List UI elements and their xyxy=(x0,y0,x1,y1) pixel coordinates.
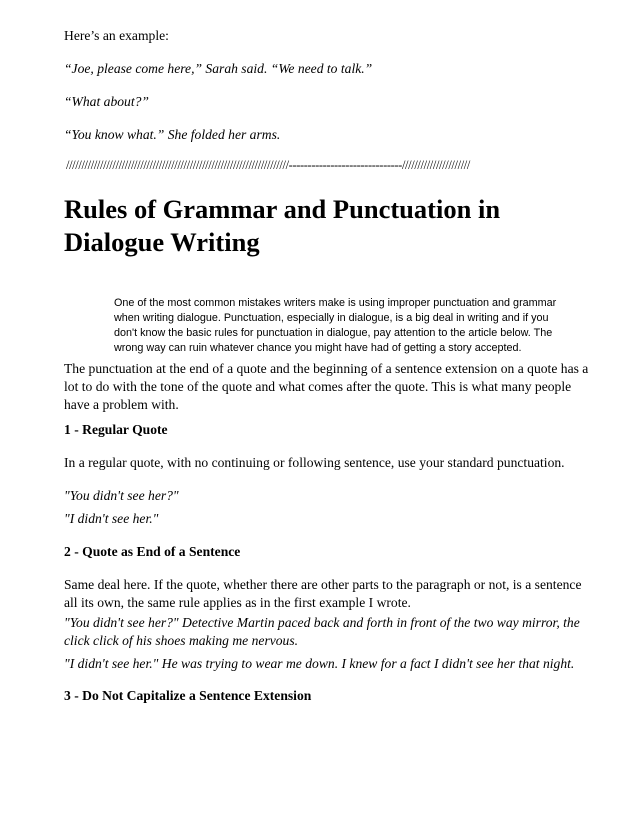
example-quote-1: “Joe, please come here,” Sarah said. “We need to talk.” xyxy=(64,61,373,76)
body-line: lot to do with the tone of the quote and what comes after the quote. This is what many people xyxy=(64,379,572,394)
section-2-example-1 xyxy=(64,614,580,650)
page-title-line-2: Dialogue Writing xyxy=(64,227,260,257)
intro-line: One of the most common mistakes writers make is using improper punctuation and grammar xyxy=(114,297,557,309)
section-2-body xyxy=(64,576,581,612)
intro-line: wrong way can ruin whatever chance you might have had of getting a story accepted. xyxy=(114,342,522,354)
example-line: click click of his shoes making me nervous. xyxy=(64,633,299,648)
page-title xyxy=(64,193,500,259)
body-line: The punctuation at the end of a quote and the beginning of a sentence extension on a quote has a xyxy=(64,361,589,376)
section-2-example-2: "I didn't see her." He was trying to wear me down. I knew for a fact I didn't see her that night. xyxy=(64,656,575,671)
section-1-example-1: "You didn't see her?" xyxy=(64,488,179,503)
body-paragraph xyxy=(64,360,588,414)
example-quote-3: “You know what.” She folded her arms. xyxy=(64,127,281,142)
section-heading-1: 1 - Regular Quote xyxy=(64,422,168,437)
intro-paragraph xyxy=(114,296,574,356)
section-heading-2: 2 - Quote as End of a Sentence xyxy=(64,544,241,559)
body-line: all its own, the same rule applies as in the first example I wrote. xyxy=(64,595,411,610)
section-1-example-2: "I didn't see her." xyxy=(64,511,159,526)
section-1-body: In a regular quote, with no continuing or following sentence, use your standard punctuation. xyxy=(64,455,565,470)
example-lead: Here’s an example: xyxy=(64,28,169,43)
body-line: have a problem with. xyxy=(64,397,179,412)
page-title-line-1: Rules of Grammar and Punctuation in xyxy=(64,194,501,224)
intro-line: don't know the basic rules for punctuation in dialogue, pay attention to the article below. The xyxy=(114,327,553,339)
section-divider: ////////////////////////////////////////////////////////////////////////------------------------------////////////////////// xyxy=(66,158,470,172)
intro-line: when writing dialogue. Punctuation, especially in dialogue, is a big deal in writing and if you xyxy=(114,312,549,324)
section-heading-3: 3 - Do Not Capitalize a Sentence Extension xyxy=(64,688,312,703)
example-line: "You didn't see her?" Detective Martin paced back and forth in front of the two way mirror, the xyxy=(64,615,580,630)
example-quote-2: “What about?” xyxy=(64,94,149,109)
body-line: Same deal here. If the quote, whether there are other parts to the paragraph or not, is a sentence xyxy=(64,577,582,592)
